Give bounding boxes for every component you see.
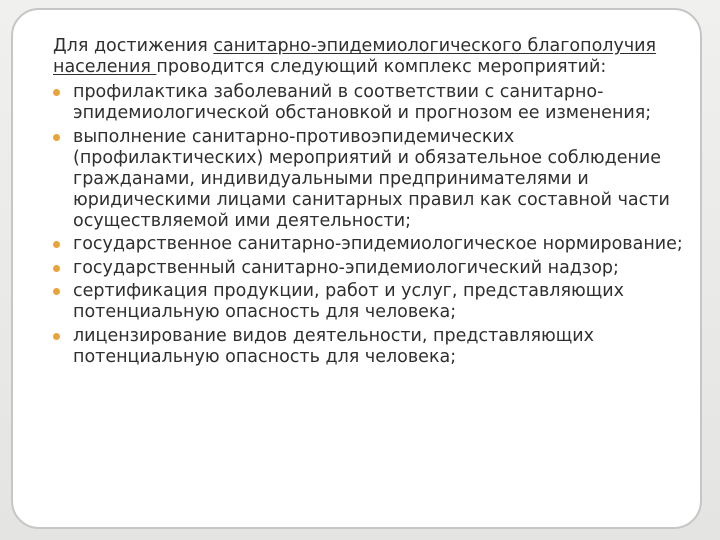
slide-content xyxy=(53,36,693,370)
intro-underlined-term: санитарно-эпидемиологического благополучия населения xyxy=(53,36,657,77)
list-item-text: государственный санитарно-эпидемиологический надзор; xyxy=(73,257,619,278)
list-item xyxy=(53,281,693,323)
intro-text-start: Для достижения xyxy=(53,36,214,56)
list-item-text: сертификация продукции, работ и услуг, представляющих потенциальную опасность для человека; xyxy=(73,281,624,322)
bullet-icon xyxy=(53,265,60,272)
list-item-text: государственное санитарно-эпидемиологическое нормирование; xyxy=(73,234,683,254)
list-item xyxy=(53,82,693,124)
list-item xyxy=(53,127,693,232)
bullet-icon xyxy=(53,134,60,141)
content-card xyxy=(11,8,702,529)
list-item xyxy=(53,326,693,368)
bullet-icon xyxy=(53,333,60,340)
intro-paragraph xyxy=(53,36,693,78)
intro-text-end: проводится следующий комплекс мероприятий: xyxy=(156,57,607,77)
bullet-icon xyxy=(53,241,60,248)
list-item xyxy=(53,234,693,255)
bullet-icon xyxy=(53,288,60,295)
bullet-icon xyxy=(53,89,60,96)
list-item xyxy=(53,258,693,279)
measures-list xyxy=(53,82,693,368)
list-item-text: выполнение санитарно-противоэпидемических (профилактических) мероприятий и обязательное соблюдение гражданами, индивидуальными предпринимателями и юридическими лицами санитарных правил как составной части осуществляемой ими деятельности; xyxy=(73,126,670,231)
list-item-text: профилактика заболеваний в соответствии с санитарно-эпидемиологической обстановкой и прогнозом ее изменения; xyxy=(73,82,652,123)
list-item-text: лицензирование видов деятельности, представляющих потенциальную опасность для человека; xyxy=(73,325,594,367)
